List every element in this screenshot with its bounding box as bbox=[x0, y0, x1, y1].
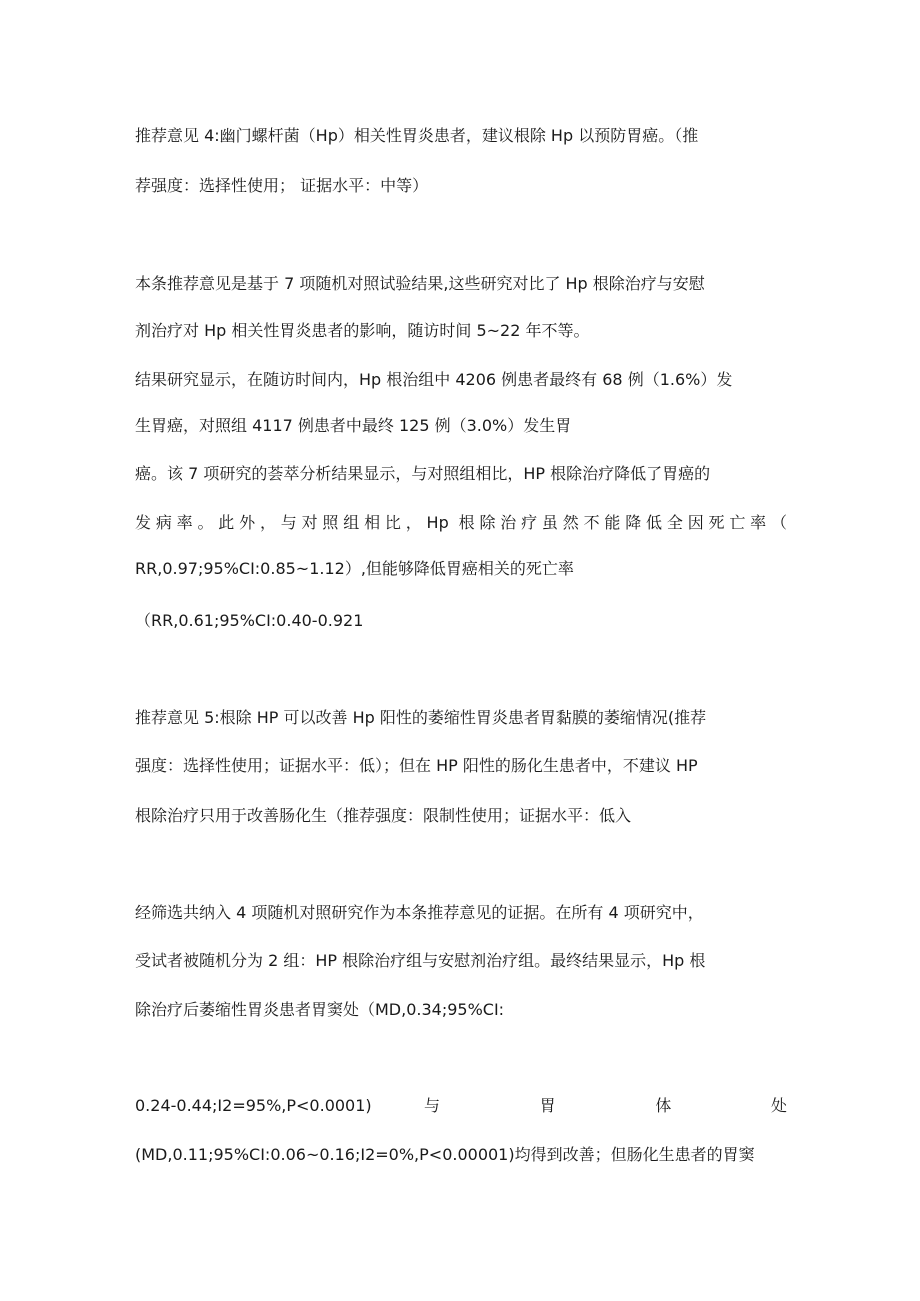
rec5-evidence-line-4: 0.24-0.44;I2=95%,P<0.0001) 与 胃 体 处 bbox=[135, 1096, 787, 1115]
rec4-text-line-2: 荐强度：选择性使用； 证据水平：中等） bbox=[135, 176, 429, 195]
rec4-text-line-1: 推荐意见 4:幽门螺杆菌（Hp）相关性胃炎患者，建议根除 Hp 以预防胃癌。（推 bbox=[135, 126, 699, 145]
rec4-evidence-line-7: RR,0.97;95%CI:0.85~1.12）,但能够降低胃癌相关的死亡率 bbox=[135, 559, 574, 578]
rec5-text-line-2: 强度：选择性使用；证据水平：低）；但在 HP 阳性的肠化生患者中，不建议 HP bbox=[135, 756, 698, 775]
rec5-evidence-line-1: 经筛选共纳入 4 项随机对照研究作为本条推荐意见的证据。在所有 4 项研究中， bbox=[135, 903, 704, 922]
rec5-evidence-line-2: 受试者被随机分为 2 组：HP 根除治疗组与安慰剂治疗组。最终结果显示，Hp 根 bbox=[135, 951, 706, 970]
rec5-evidence-line-5: (MD,0.11;95%CI:0.06~0.16;I2=0%,P<0.00001)均得到改善；但肠化生患者的胃窦 bbox=[135, 1145, 755, 1164]
rec4-evidence-line-3: 结果研究显示，在随访时间内，Hp 根治组中 4206 例患者最终有 68 例（1.6%）发 bbox=[135, 370, 733, 389]
rec4-evidence-line-4: 生胃癌，对照组 4117 例患者中最终 125 例（3.0%）发生胃 bbox=[135, 416, 572, 435]
rec4-evidence-line-2: 剂治疗对 Hp 相关性胃炎患者的影响，随访时间 5~22 年不等。 bbox=[135, 321, 590, 340]
rec5-evidence-line-3: 除治疗后萎缩性胃炎患者胃窦处（MD,0.34;95%CI: bbox=[135, 1000, 505, 1019]
rec4-evidence-line-6: 发病率。此外，与对照组相比，Hp 根除治疗虽然不能降低全因死亡率（ bbox=[135, 513, 787, 532]
rec5-text-line-1: 推荐意见 5:根除 HP 可以改善 Hp 阳性的萎缩性胃炎患者胃黏膜的萎缩情况(推荐 bbox=[135, 708, 707, 727]
rec5-text-line-3: 根除治疗只用于改善肠化生（推荐强度：限制性使用；证据水平：低入 bbox=[135, 806, 632, 825]
rec4-evidence-line-5: 癌。该 7 项研究的荟萃分析结果显示，与对照组相比，HP 根除治疗降低了胃癌的 bbox=[135, 464, 711, 483]
rec4-evidence-line-1: 本条推荐意见是基于 7 项随机对照试验结果,这些研究对比了 Hp 根除治疗与安慰 bbox=[135, 274, 705, 293]
rec4-evidence-line-8: （RR,0.61;95%CI:0.40-0.921 bbox=[135, 611, 364, 630]
